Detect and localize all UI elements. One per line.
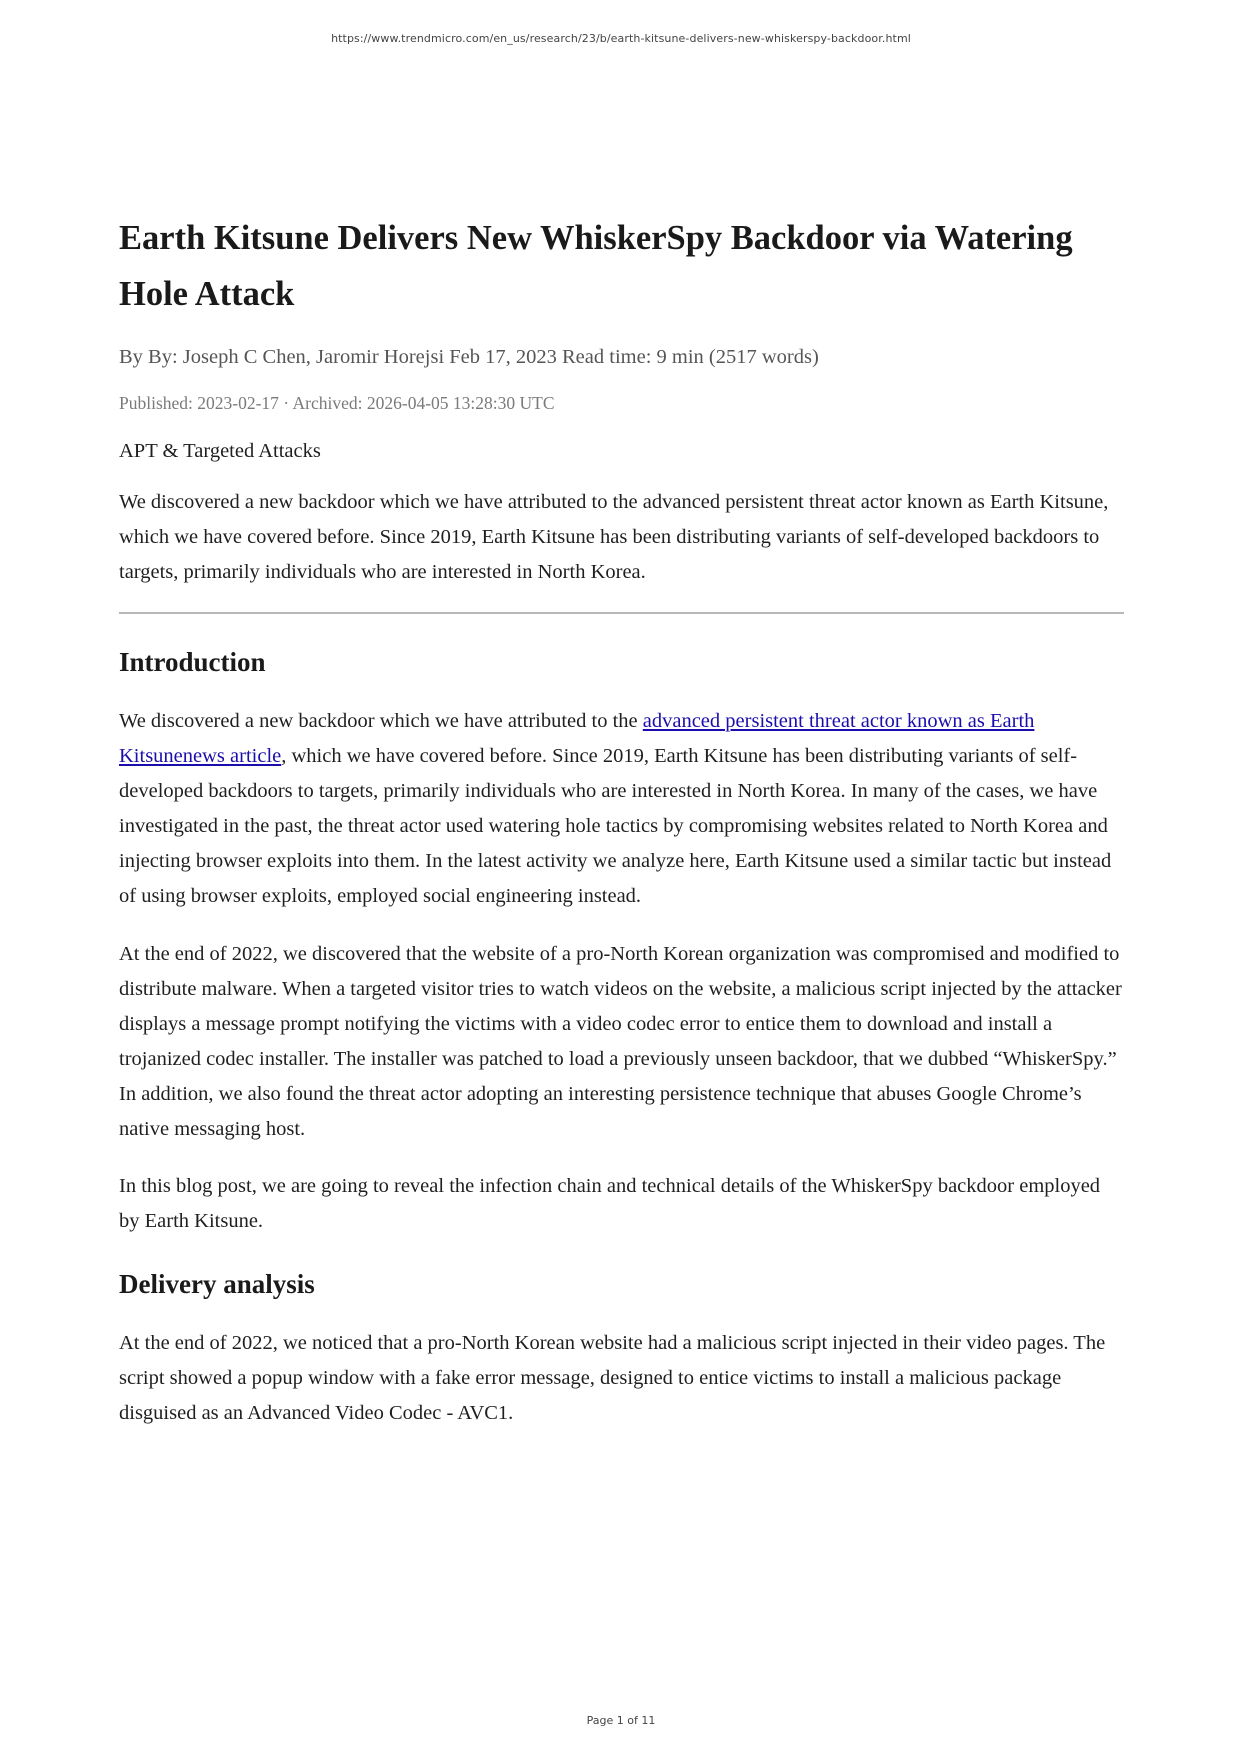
intro-p1-lead-text: We discovered a new backdoor which we have attributed to the: [119, 710, 643, 732]
intro-p1-trailing-text: , which we have covered before. Since 2019, Earth Kitsune has been distributing variants of self-developed backdoors to targets, primarily individuals who are interested in North Korea. In many of the cases, we have investigated in the past, the threat actor used watering hole tactics by compromising websites related to North Korea and injecting browser exploits into them. In the latest activity we analyze here, Earth Kitsune used a similar tactic but instead of using browser exploits, employed social engineering instead.: [119, 745, 1112, 907]
introduction-paragraph-3: In this blog post, we are going to reveal the infection chain and technical details of the WhiskerSpy backdoor employed by Earth Kitsune.: [119, 1175, 1101, 1232]
section-divider: [119, 612, 1124, 614]
page-number: Page 1 of 11: [586, 1714, 656, 1727]
earth-kitsune-article-link[interactable]: advanced persistent threat actor known as Earth Kitsunenews article: [119, 710, 1035, 767]
delivery-analysis-heading: Delivery analysis: [119, 1269, 315, 1299]
publish-archive-info: Published: 2023-02-17 · Archived: 2026-04-05 13:28:30 UTC: [119, 393, 555, 413]
introduction-paragraph-2: At the end of 2022, we discovered that the website of a pro-North Korean organization was compromised and modified to distribute malware. When a targeted visitor tries to watch videos on the website, a malicious script injected by the attacker displays a message prompt notifying the victims with a video codec error to entice them to download and install a trojanized codec installer. The installer was patched to load a previously unseen backdoor, that we dubbed “WhiskerSpy.” In addition, we also found the threat actor adopting an interesting persistence technique that abuses Google Chrome’s native messaging host.: [119, 943, 1122, 1140]
delivery-analysis-paragraph-1: At the end of 2022, we noticed that a pro-North Korean website had a malicious script injected in their video pages. The script showed a popup window with a fake error message, designed to entice victims to install a malicious package disguised as an Advanced Video Codec - AVC1.: [119, 1332, 1106, 1424]
article-summary: We discovered a new backdoor which we have attributed to the advanced persistent threat actor known as Earth Kitsune, which we have covered before. Since 2019, Earth Kitsune has been distributing variants of self-developed backdoors to targets, primarily individuals who are interested in North Korea.: [119, 491, 1109, 583]
introduction-paragraph-1: [119, 704, 1124, 914]
article-category: APT & Targeted Attacks: [119, 440, 321, 462]
article-title: Earth Kitsune Delivers New WhiskerSpy Backdoor via Watering Hole Attack: [119, 219, 1073, 313]
introduction-heading: Introduction: [119, 647, 266, 677]
article-body: [119, 210, 1124, 1431]
article-byline: By By: Joseph C Chen, Jaromir Horejsi Feb 17, 2023 Read time: 9 min (2517 words): [119, 346, 819, 368]
source-url: https://www.trendmicro.com/en_us/research/23/b/earth-kitsune-delivers-new-whiskerspy-backdoor.html: [331, 32, 911, 45]
